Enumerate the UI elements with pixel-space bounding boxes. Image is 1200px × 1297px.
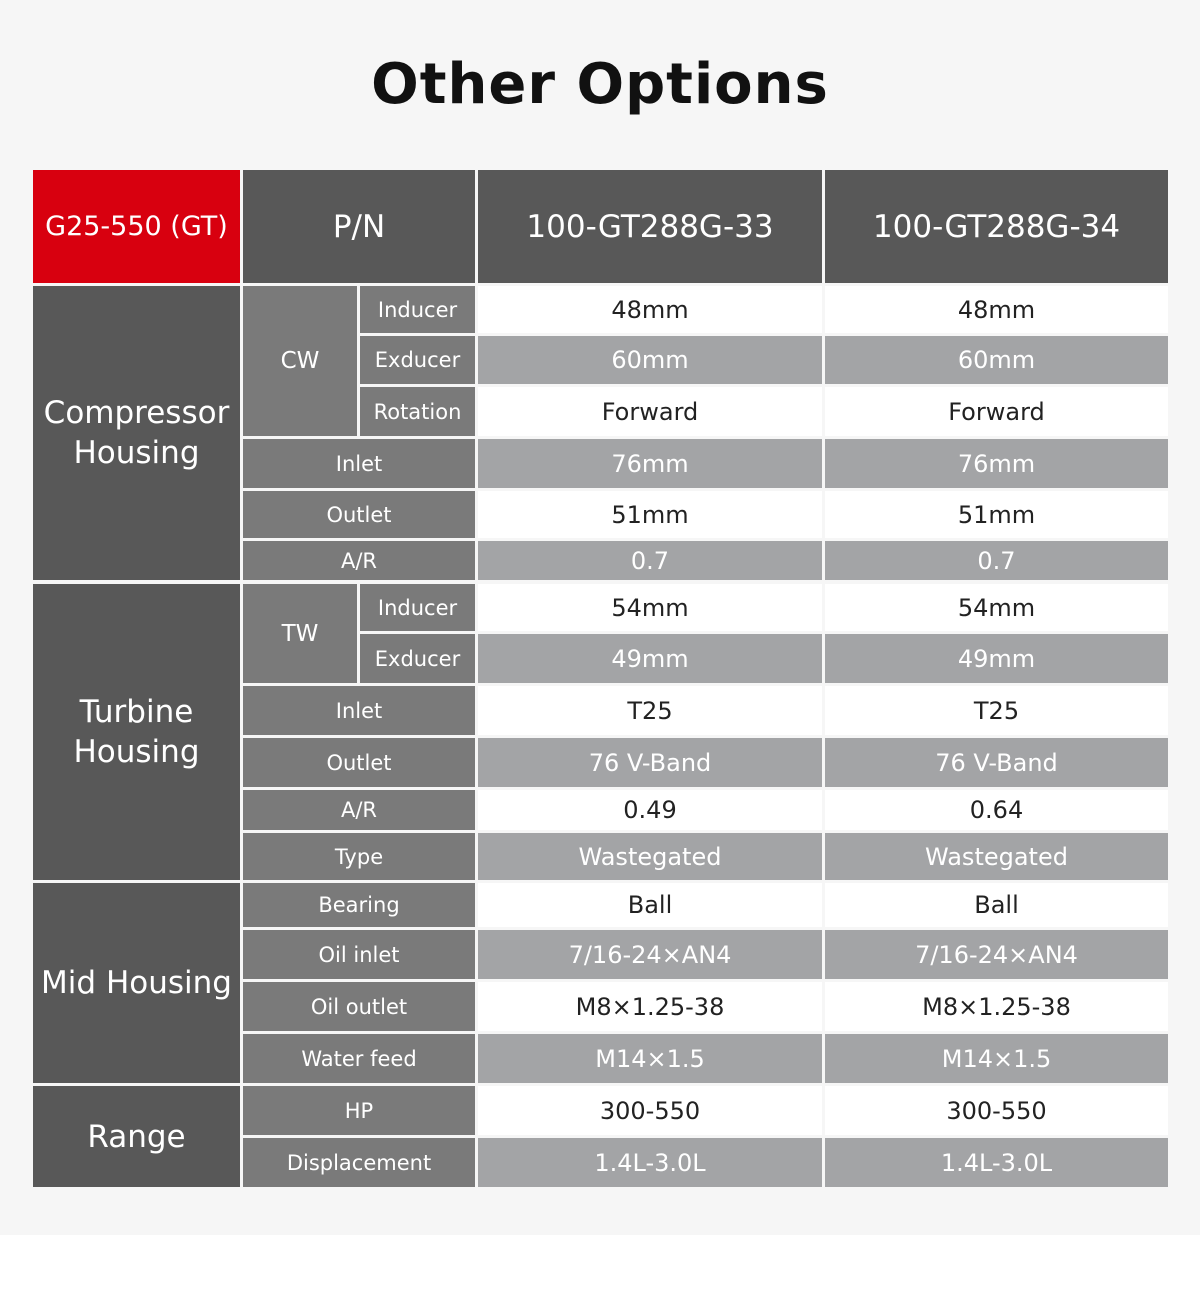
group-cell: Compressor Housing [33, 286, 240, 580]
value-cell: 300-550 [825, 1086, 1168, 1135]
page-title: Other Options [371, 52, 829, 117]
value-cell: M8×1.25-38 [825, 982, 1168, 1031]
value-cell: Wastegated [825, 833, 1168, 880]
subgroup-cell: TW [243, 584, 357, 683]
row-label: Inlet [243, 439, 475, 488]
value-cell: 7/16-24×AN4 [825, 930, 1168, 979]
part-number-header: 100-GT288G-34 [825, 170, 1168, 283]
value-cell: M8×1.25-38 [478, 982, 822, 1031]
value-cell: M14×1.5 [478, 1034, 822, 1083]
row-label: Exducer [360, 634, 475, 683]
value-cell: 76mm [478, 439, 822, 488]
row-label: Oil inlet [243, 930, 475, 979]
row-label: Type [243, 833, 475, 880]
value-cell: 76 V-Band [825, 738, 1168, 787]
row-label: Water feed [243, 1034, 475, 1083]
value-cell: 48mm [825, 286, 1168, 333]
value-cell: 0.49 [478, 790, 822, 830]
row-label: Oil outlet [243, 982, 475, 1031]
value-cell: 7/16-24×AN4 [478, 930, 822, 979]
group-cell: Mid Housing [33, 883, 240, 1083]
row-label: Inducer [360, 584, 475, 631]
pn-header-cell: P/N [243, 170, 475, 283]
row-label: Inducer [360, 286, 475, 333]
value-cell: Ball [478, 883, 822, 927]
value-cell: 60mm [478, 336, 822, 384]
value-cell: 1.4L-3.0L [825, 1138, 1168, 1187]
value-cell: Wastegated [478, 833, 822, 880]
value-cell: 48mm [478, 286, 822, 333]
value-cell: 51mm [825, 491, 1168, 538]
subgroup-cell: CW [243, 286, 357, 436]
value-cell: M14×1.5 [825, 1034, 1168, 1083]
value-cell: 54mm [478, 584, 822, 631]
value-cell: 49mm [478, 634, 822, 683]
row-label: Inlet [243, 686, 475, 735]
row-label: Exducer [360, 336, 475, 384]
value-cell: Ball [825, 883, 1168, 927]
value-cell: 0.7 [478, 541, 822, 580]
value-cell: 300-550 [478, 1086, 822, 1135]
row-label: Displacement [243, 1138, 475, 1187]
value-cell: 51mm [478, 491, 822, 538]
group-cell: Turbine Housing [33, 584, 240, 880]
value-cell: Forward [825, 387, 1168, 436]
value-cell: T25 [478, 686, 822, 735]
row-label: A/R [243, 541, 475, 580]
row-label: A/R [243, 790, 475, 830]
row-label: Outlet [243, 491, 475, 538]
model-header-cell: G25-550 (GT) [33, 170, 240, 283]
value-cell: 54mm [825, 584, 1168, 631]
value-cell: T25 [825, 686, 1168, 735]
value-cell: 0.64 [825, 790, 1168, 830]
row-label: Outlet [243, 738, 475, 787]
value-cell: 76mm [825, 439, 1168, 488]
row-label: HP [243, 1086, 475, 1135]
value-cell: 76 V-Band [478, 738, 822, 787]
value-cell: 60mm [825, 336, 1168, 384]
row-label: Bearing [243, 883, 475, 927]
value-cell: 0.7 [825, 541, 1168, 580]
value-cell: Forward [478, 387, 822, 436]
value-cell: 1.4L-3.0L [478, 1138, 822, 1187]
group-cell: Range [33, 1086, 240, 1187]
row-label: Rotation [360, 387, 475, 436]
value-cell: 49mm [825, 634, 1168, 683]
part-number-header: 100-GT288G-33 [478, 170, 822, 283]
